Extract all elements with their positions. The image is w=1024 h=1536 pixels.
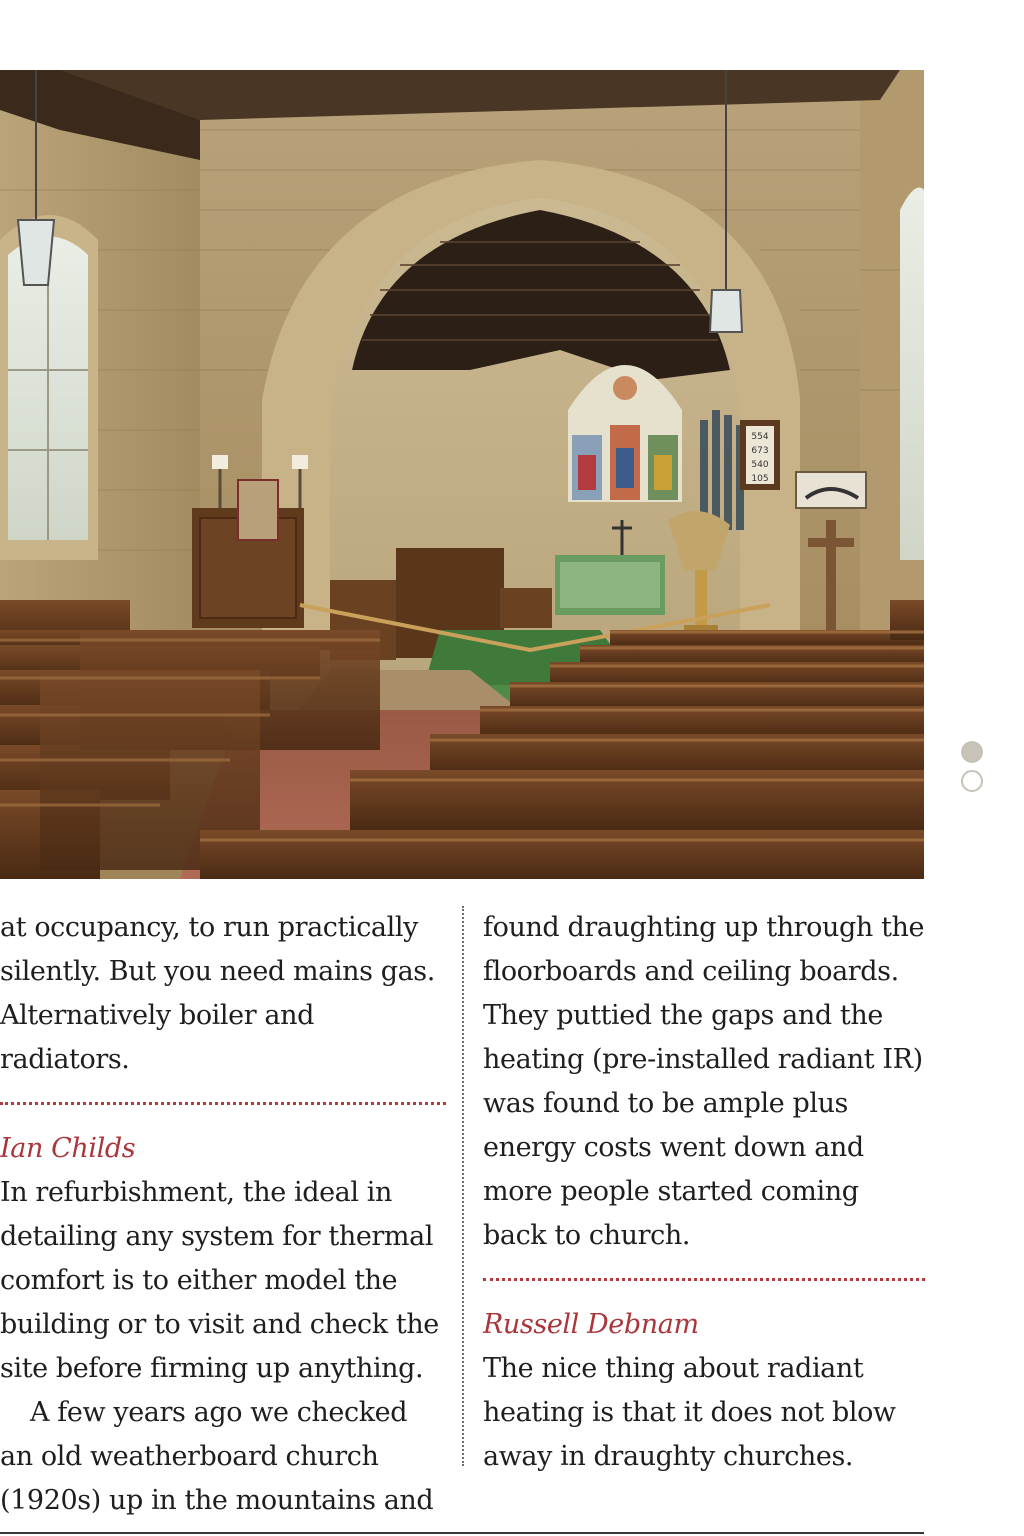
- article-paragraph: A few years ago we checked an old weatherboard church (1920s) up in the mountains and: [0, 1397, 434, 1516]
- page-indicator: [961, 741, 987, 799]
- hymn-number: 540: [751, 460, 769, 470]
- article-right-column: [483, 906, 925, 1479]
- hymn-number: 673: [751, 446, 769, 456]
- bottom-rule: [0, 1532, 924, 1534]
- page-dot-inactive[interactable]: [961, 770, 983, 792]
- article-paragraph: In refurbishment, the ideal in detailing any system for thermal comfort is to either model the building or to visit and check the site before firming up anything.: [0, 1177, 439, 1384]
- church-interior-photo: [0, 70, 924, 879]
- article-paragraph: The nice thing about radiant heating is that it does not blow away in draughty churches.: [483, 1353, 896, 1472]
- author-name: Russell Debnam: [483, 1309, 699, 1340]
- author-name: Ian Childs: [0, 1133, 136, 1164]
- dotted-separator: [0, 1102, 446, 1105]
- article-paragraph: found draughting up through the floorboards and ceiling boards. They puttied the gaps and the heating (pre-installed radiant IR) was found to be ample plus energy costs went down and more people started coming back to church.: [483, 912, 925, 1251]
- column-divider: [462, 906, 464, 1466]
- hymn-board: [740, 420, 780, 490]
- hymn-number: 105: [751, 474, 769, 484]
- page-dot-active[interactable]: [961, 741, 983, 763]
- article-left-column: [0, 906, 446, 1523]
- hymn-number: 554: [751, 432, 769, 442]
- church-interior-illustration: [0, 70, 924, 879]
- article-paragraph: at occupancy, to run practically silently. But you need mains gas. Alternatively boiler and radiators.: [0, 912, 435, 1075]
- dotted-separator: [483, 1278, 925, 1281]
